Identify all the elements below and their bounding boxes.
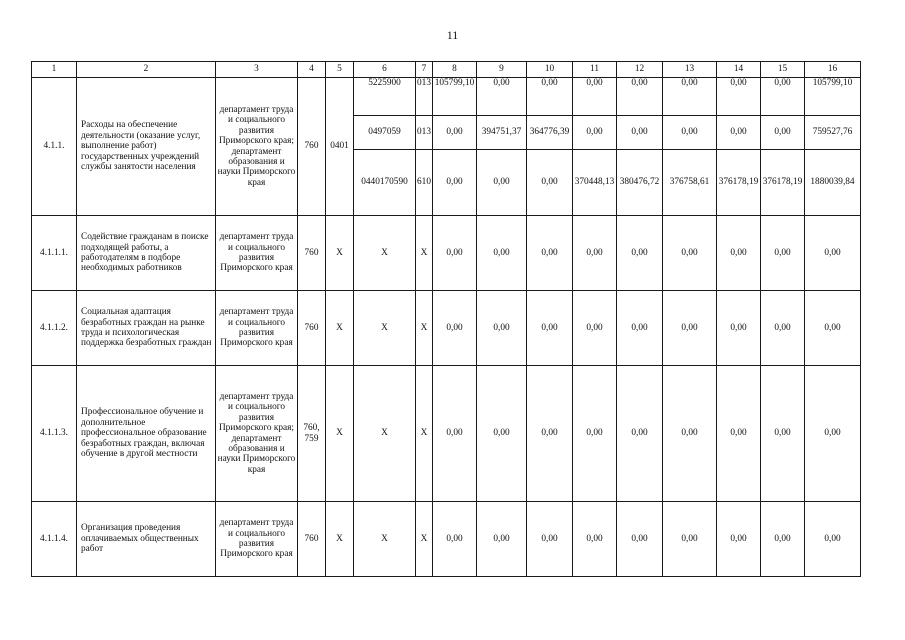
table-row [32, 502, 861, 577]
row-value: 0,00 [527, 216, 573, 291]
row-vr: 013 [416, 78, 433, 116]
row-name: Содействие гражданам в поиске подходящей работы, а работодателям в подборе необходимых работников [77, 216, 216, 291]
row-value: 0,00 [433, 366, 477, 502]
row-value: 376758,61 [663, 150, 717, 216]
row-rzpr: X [326, 366, 354, 502]
row-value: 0,00 [617, 216, 663, 291]
row-value: 0,00 [573, 78, 617, 116]
row-value: 0,00 [433, 291, 477, 366]
row-value: 0,00 [573, 502, 617, 577]
row-value: 0,00 [761, 216, 805, 291]
row-value: 0,00 [527, 78, 573, 116]
row-value: 0,00 [617, 291, 663, 366]
column-header: 10 [527, 62, 573, 78]
row-value: 0,00 [663, 216, 717, 291]
row-value: 0,00 [617, 502, 663, 577]
column-header: 4 [298, 62, 326, 78]
row-value: 0,00 [573, 366, 617, 502]
row-code: 4.1.1.3. [32, 366, 77, 502]
row-value: 0,00 [433, 116, 477, 150]
row-value: 0,00 [805, 291, 861, 366]
row-rzpr: X [326, 216, 354, 291]
row-value: 0,00 [477, 502, 527, 577]
row-value: 0,00 [717, 291, 761, 366]
row-rzpr: 0401 [326, 78, 354, 216]
row-csr: 0440170590 [354, 150, 416, 216]
row-value: 0,00 [761, 366, 805, 502]
column-header: 14 [717, 62, 761, 78]
column-header: 2 [77, 62, 216, 78]
row-value: 0,00 [527, 291, 573, 366]
row-value: 0,00 [573, 116, 617, 150]
row-value: 0,00 [663, 116, 717, 150]
column-header: 12 [617, 62, 663, 78]
column-header: 13 [663, 62, 717, 78]
page-number: 11 [446, 28, 459, 42]
row-value: 1880039,84 [805, 150, 861, 216]
row-csr: X [354, 366, 416, 502]
row-value: 0,00 [663, 502, 717, 577]
row-value: 0,00 [527, 366, 573, 502]
row-value: 364776,39 [527, 116, 573, 150]
row-vr: X [416, 216, 433, 291]
row-value: 759527,76 [805, 116, 861, 150]
row-value: 0,00 [573, 291, 617, 366]
row-rzpr: X [326, 502, 354, 577]
row-value: 0,00 [433, 502, 477, 577]
row-value: 0,00 [717, 78, 761, 116]
row-value: 0,00 [717, 502, 761, 577]
row-csr: 0497059 [354, 116, 416, 150]
row-value: 376178,19 [761, 150, 805, 216]
row-value: 105799,10 [805, 78, 861, 116]
row-value: 0,00 [761, 78, 805, 116]
row-vr: X [416, 291, 433, 366]
row-value: 0,00 [761, 116, 805, 150]
row-csr: X [354, 502, 416, 577]
row-grbs: 760 [298, 502, 326, 577]
table-row [32, 366, 861, 502]
row-csr: X [354, 216, 416, 291]
column-header: 5 [326, 62, 354, 78]
row-value: 0,00 [527, 150, 573, 216]
row-name: Социальная адаптация безработных граждан на рынке труда и психологическая поддержка безработных граждан [77, 291, 216, 366]
row-executor: департамент труда и социального развития Приморского края [216, 502, 298, 577]
row-value: 0,00 [805, 216, 861, 291]
row-value: 105799,10 [433, 78, 477, 116]
column-header: 8 [433, 62, 477, 78]
row-value: 0,00 [663, 366, 717, 502]
column-header: 6 [354, 62, 416, 78]
row-grbs: 760 [298, 216, 326, 291]
row-value: 0,00 [761, 291, 805, 366]
column-header: 1 [32, 62, 77, 78]
row-value: 0,00 [573, 216, 617, 291]
row-value: 0,00 [617, 78, 663, 116]
row-value: 0,00 [477, 216, 527, 291]
row-value: 0,00 [805, 366, 861, 502]
row-executor: департамент труда и социального развития Приморского края; департамент образования и науки Приморского края [216, 366, 298, 502]
row-value: 0,00 [433, 216, 477, 291]
row-value: 0,00 [477, 78, 527, 116]
column-header: 7 [416, 62, 433, 78]
row-vr: 610 [416, 150, 433, 216]
row-grbs: 760 [298, 291, 326, 366]
row-value: 0,00 [805, 502, 861, 577]
row-vr: X [416, 502, 433, 577]
row-value: 376178,19 [717, 150, 761, 216]
row-value: 0,00 [717, 216, 761, 291]
row-value: 0,00 [717, 366, 761, 502]
table-header-row [32, 62, 861, 78]
row-executor: департамент труда и социального развития Приморского края; департамент образования и науки Приморского края [216, 78, 298, 216]
row-name: Организация проведения оплачиваемых общественных работ [77, 502, 216, 577]
row-grbs: 760, 759 [298, 366, 326, 502]
row-code: 4.1.1.2. [32, 291, 77, 366]
row-value: 0,00 [717, 116, 761, 150]
row-value: 0,00 [663, 291, 717, 366]
row-value: 0,00 [617, 116, 663, 150]
budget-table [31, 61, 861, 577]
table-row [32, 291, 861, 366]
row-executor: департамент труда и социального развития Приморского края [216, 291, 298, 366]
table-row [32, 216, 861, 291]
row-value: 394751,37 [477, 116, 527, 150]
row-value: 0,00 [477, 150, 527, 216]
column-header: 3 [216, 62, 298, 78]
row-vr: X [416, 366, 433, 502]
row-value: 0,00 [527, 502, 573, 577]
row-vr: 013 [416, 116, 433, 150]
row-executor: департамент труда и социального развития Приморского края [216, 216, 298, 291]
column-header: 9 [477, 62, 527, 78]
row-value: 380476,72 [617, 150, 663, 216]
column-header: 16 [805, 62, 861, 78]
column-header: 15 [761, 62, 805, 78]
row-code: 4.1.1. [32, 78, 77, 216]
row-name: Расходы на обеспечение деятельности (оказание услуг, выполнение работ) государственных учреждений службы занятости населения [77, 78, 216, 216]
table-row [32, 78, 861, 116]
row-value: 0,00 [477, 291, 527, 366]
row-grbs: 760 [298, 78, 326, 216]
row-code: 4.1.1.4. [32, 502, 77, 577]
row-value: 0,00 [663, 78, 717, 116]
row-name: Профессиональное обучение и дополнительное профессиональное образование безработных граждан, включая обучение в другой местности [77, 366, 216, 502]
row-value: 0,00 [617, 366, 663, 502]
row-value: 0,00 [761, 502, 805, 577]
row-csr: X [354, 291, 416, 366]
row-code: 4.1.1.1. [32, 216, 77, 291]
row-value: 0,00 [477, 366, 527, 502]
row-csr: 5225900 [354, 78, 416, 116]
row-value: 370448,13 [573, 150, 617, 216]
row-rzpr: X [326, 291, 354, 366]
column-header: 11 [573, 62, 617, 78]
row-value: 0,00 [433, 150, 477, 216]
